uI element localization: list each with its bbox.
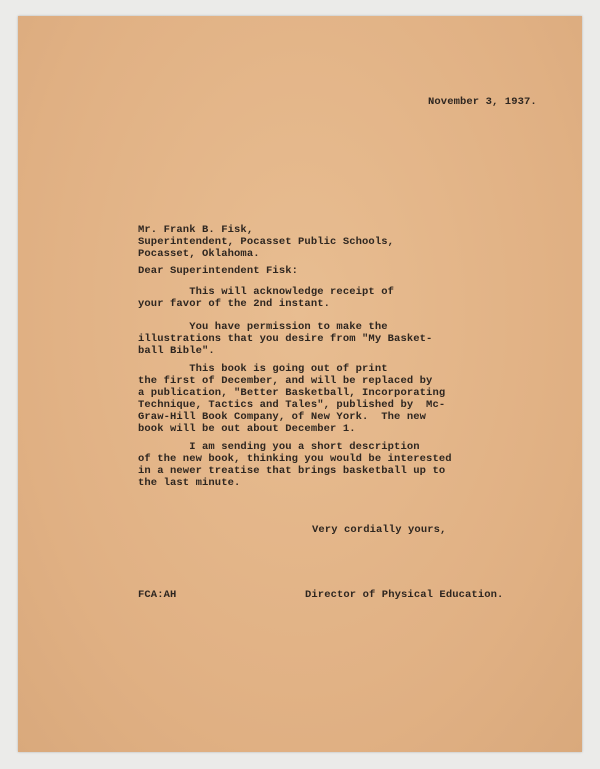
paragraph-line: illustrations that you desire from "My Basket- <box>138 333 433 345</box>
reference-initials: FCA:AH <box>138 589 177 601</box>
paragraph-line: a publication, "Better Basketball, Incorporating <box>138 387 446 399</box>
paragraph-2 <box>138 321 432 357</box>
paragraph-line: of the new book, thinking you would be interested <box>138 453 452 465</box>
paragraph-3 <box>138 363 445 435</box>
recipient-city: Pocasset, Oklahoma. <box>138 248 260 260</box>
paragraph-line: Technique, Tactics and Tales", published by Mc- <box>138 399 446 411</box>
signature-title: Director of Physical Education. <box>305 589 504 601</box>
paragraph-line: your favor of the 2nd instant. <box>138 298 331 310</box>
paragraph-line: This book is going out of print <box>138 363 388 375</box>
paragraph-line: I am sending you a short description <box>138 441 420 453</box>
paragraph-line: book will be out about December 1. <box>138 423 356 435</box>
paragraph-line: This will acknowledge receipt of <box>138 286 395 298</box>
letter-date: November 3, 1937. <box>428 96 537 108</box>
paragraph-line: the first of December, and will be replaced by <box>138 375 433 387</box>
recipient-address <box>138 224 394 260</box>
paragraph-line: in a newer treatise that brings basketball up to <box>138 465 446 477</box>
paragraph-line: ball Bible". <box>138 345 215 357</box>
recipient-name: Mr. Frank B. Fisk, <box>138 224 254 236</box>
paragraph-4 <box>138 441 452 489</box>
complimentary-close: Very cordially yours, <box>312 524 447 536</box>
paragraph-1 <box>138 286 394 310</box>
paragraph-line: the last minute. <box>138 477 241 489</box>
paragraph-line: Graw-Hill Book Company, of New York. The new <box>138 411 427 423</box>
salutation: Dear Superintendent Fisk: <box>138 265 299 277</box>
recipient-title: Superintendent, Pocasset Public Schools, <box>138 236 395 248</box>
paragraph-line: You have permission to make the <box>138 321 388 333</box>
